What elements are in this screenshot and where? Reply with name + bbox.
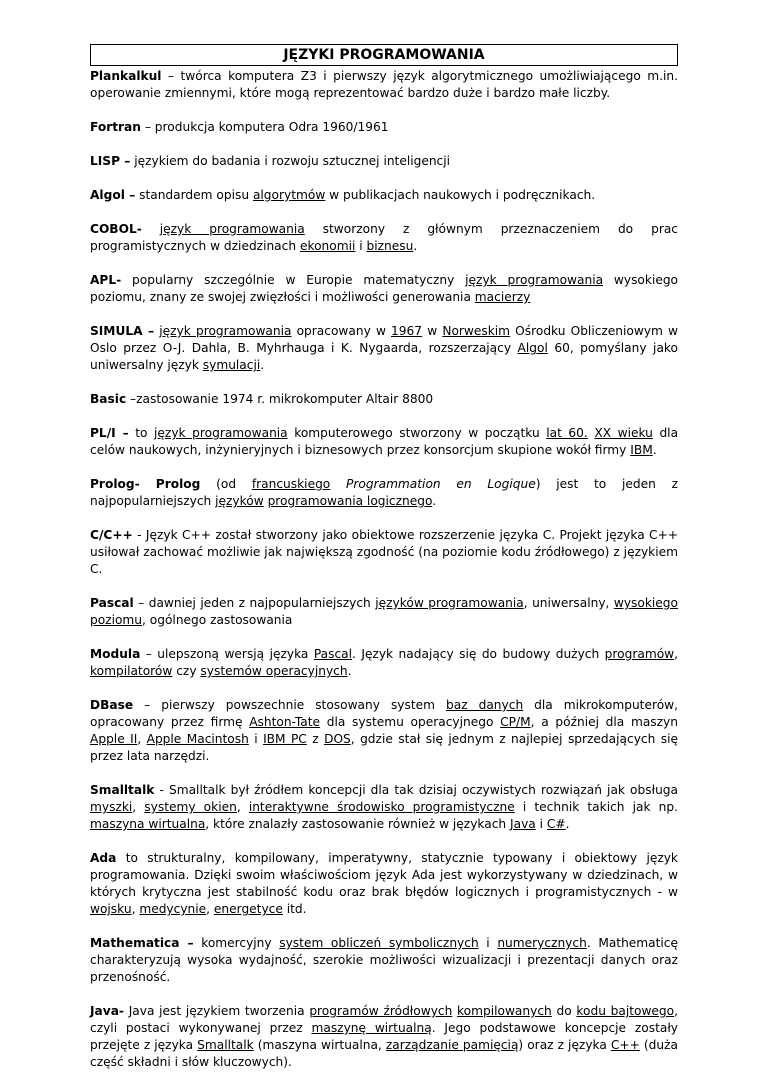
entry-text <box>330 477 346 491</box>
entry-java <box>90 1003 678 1071</box>
page-title: JĘZYKI PROGRAMOWANIA <box>90 44 678 66</box>
link-wojsku[interactable]: wojsku <box>90 902 132 916</box>
link-maszyne-wirtualna[interactable]: maszynę wirtualną <box>311 1021 432 1035</box>
link-smalltalk[interactable]: Smalltalk <box>197 1038 254 1052</box>
link-biznesu[interactable]: biznesu <box>366 239 414 253</box>
link-programowania-logicznego[interactable]: programowania logicznego <box>267 494 433 508</box>
entry-text: – produkcja komputera Odra 1960/1961 <box>140 120 389 134</box>
entry-term: Smalltalk <box>90 783 155 797</box>
link-1967[interactable]: 1967 <box>391 324 423 338</box>
link-algol[interactable]: Algol <box>517 341 548 355</box>
entry-text: . Jego podstawowe koncepcje zostały przejęte z języka <box>90 1021 678 1052</box>
entry-text: – dawniej jeden z najpopularniejszych <box>133 596 376 610</box>
entry-term: PL/I – <box>90 426 129 440</box>
link-java[interactable]: Java <box>510 817 536 831</box>
entry-pli <box>90 425 678 459</box>
entry-plankalkul <box>90 68 678 102</box>
link-apple-macintosh[interactable]: Apple Macintosh <box>146 732 249 746</box>
link-programow-zrodlowych[interactable]: programów źródłowych <box>309 1004 453 1018</box>
link-ekonomii[interactable]: ekonomii <box>299 239 356 253</box>
link-zarzadzanie-pamiecia[interactable]: zarządzanie pamięcią <box>385 1038 519 1052</box>
link-jezyk-programowania[interactable]: język programowania <box>159 222 305 236</box>
entry-text: , gdzie stał się jednym z najlepiej sprzedających się przez lata narzędzi. <box>90 732 678 763</box>
entry-text: . <box>432 494 437 508</box>
link-cpp[interactable]: C++ <box>610 1038 640 1052</box>
link-systemow-operacyjnych[interactable]: systemów operacyjnych <box>200 664 348 678</box>
entry-italic-text: Programmation en Logique <box>346 477 536 491</box>
entry-text: (duża część składni i słów kluczowych). <box>90 1038 678 1069</box>
entry-text: , a później dla maszyn <box>530 715 678 729</box>
entry-text: wysokiego poziomu, znany ze swojej zwięzłości i możliwości generowania <box>90 273 679 304</box>
link-algorytmow[interactable]: algorytmów <box>252 188 326 202</box>
entry-term: Pascal <box>90 596 134 610</box>
entry-text <box>142 222 160 236</box>
link-dos[interactable]: DOS <box>324 732 351 746</box>
entry-text: dla celów naukowych, inżynieryjnych i biznesowych przez konsorcjum skupione wokół firmy <box>90 426 679 457</box>
link-francuskiego[interactable]: francuskiego <box>251 477 331 491</box>
entry-text: stworzony z głównym przeznaczeniem do prac programistycznych w dziedzinach <box>90 222 679 253</box>
link-programow[interactable]: programów <box>604 647 675 661</box>
entry-text: komercyjny <box>193 936 280 950</box>
link-wysokiego-poziomu[interactable]: wysokiego poziomu <box>90 596 678 627</box>
entry-text: . <box>565 817 570 831</box>
entry-text: i <box>478 936 498 950</box>
entry-text: w <box>422 324 443 338</box>
link-cpm[interactable]: CP/M <box>500 715 531 729</box>
entry-text: , <box>132 800 145 814</box>
entry-text: , czyli postaci wykonywanej przez <box>90 1004 679 1035</box>
link-apple-ii[interactable]: Apple II <box>90 732 138 746</box>
entry-text: – ulepszoną wersją języka <box>140 647 314 661</box>
entry-cpp <box>90 527 678 578</box>
entry-text: . <box>652 443 657 457</box>
entry-text: 60, pomyślany jako uniwersalny język <box>90 341 678 372</box>
entry-term: Plankalkul <box>90 69 162 83</box>
entry-text: . Język nadający się do budowy dużych <box>352 647 605 661</box>
link-system-obliczen-symbolicznych[interactable]: system obliczeń symbolicznych <box>279 936 479 950</box>
link-kodu-bajtowego[interactable]: kodu bajtowego <box>576 1004 675 1018</box>
entry-text: , ogólnego zastosowania <box>142 613 293 627</box>
entry-term: Algol – <box>90 188 136 202</box>
entry-text: . Mathematicę charakteryzują wysoka wydajność, szerokie możliwości wizualizacji i prezentacji danych oraz przenośność. <box>90 936 679 984</box>
entry-text: Ośrodku Obliczeniowym w Oslo przez O-J. Dahla, B. Myhrhauga i K. Nygaarda, rozszerzający <box>90 324 679 355</box>
entry-text: . <box>347 664 352 678</box>
entry-text: , <box>236 800 249 814</box>
entry-term: SIMULA – <box>90 324 155 338</box>
entry-text: , <box>206 902 214 916</box>
entry-text: (maszyna wirtualna, <box>253 1038 386 1052</box>
entry-term: COBOL- <box>90 222 142 236</box>
entry-text: , <box>137 732 147 746</box>
link-jezyk-programowania[interactable]: język programowania <box>159 324 292 338</box>
link-maszyna-wirtualna[interactable]: maszyna wirtualna <box>90 817 206 831</box>
entry-text: dla systemu operacyjnego <box>320 715 501 729</box>
entry-text: i <box>248 732 264 746</box>
entry-modula <box>90 646 678 680</box>
link-systemy-okien[interactable]: systemy okien <box>144 800 237 814</box>
entry-ada <box>90 850 678 918</box>
entry-term: Fortran <box>90 120 141 134</box>
link-macierzy[interactable]: macierzy <box>474 290 531 304</box>
entry-text: i <box>535 817 547 831</box>
entry-text: to <box>128 426 155 440</box>
entry-text: , które znalazły zastosowanie również w językach <box>205 817 511 831</box>
entry-term: Prolog- Prolog <box>90 477 201 491</box>
link-interaktywne-srodowisko[interactable]: interaktywne środowisko programistyczne <box>248 800 515 814</box>
entry-text: opracowany w <box>291 324 392 338</box>
entry-cobol <box>90 221 678 255</box>
entry-term: C/C++ <box>90 528 133 542</box>
entry-text: –zastosowanie 1974 r. mikrokomputer Altair 8800 <box>126 392 434 406</box>
link-energetyce[interactable]: energetyce <box>213 902 283 916</box>
link-ibm[interactable]: IBM <box>630 443 653 457</box>
link-medycynie[interactable]: medycynie <box>139 902 207 916</box>
entry-text: i technik takich jak np. <box>514 800 678 814</box>
entry-term: Modula <box>90 647 141 661</box>
entry-basic <box>90 391 678 408</box>
link-kompilowanych[interactable]: kompilowanych <box>457 1004 552 1018</box>
entry-text: . <box>260 358 265 372</box>
entry-text: – pierwszy powszechnie stosowany system <box>133 698 447 712</box>
entry-text: , <box>674 647 678 661</box>
entry-dbase <box>90 697 678 765</box>
link-jezyk-programowania[interactable]: język programowania <box>465 273 604 287</box>
entry-text: - Język C++ został stworzony jako obiektowe rozszerzenie języka C. Projekt języka C++ usiłował zachować możliwie jak największą zgodność (na poziomie kodu źródłowego) z językiem C. <box>90 528 678 576</box>
entry-text: Java jest językiem tworzenia <box>124 1004 310 1018</box>
link-ibm-pc[interactable]: IBM PC <box>263 732 307 746</box>
link-xx-wieku[interactable]: XX wieku <box>594 426 653 440</box>
entry-text: , <box>131 902 140 916</box>
entry-text: ) jest to jeden z najpopularniejszych <box>90 477 678 508</box>
entry-term: Ada <box>90 851 117 865</box>
document-page <box>90 44 678 1088</box>
entry-pascal <box>90 595 678 629</box>
entry-smalltalk <box>90 782 678 833</box>
link-baz-danych[interactable]: baz danych <box>446 698 524 712</box>
entry-fortran <box>90 119 678 136</box>
link-jezyk-programowania[interactable]: język programowania <box>154 426 288 440</box>
entry-text: , uniwersalny, <box>523 596 614 610</box>
entry-mathematica <box>90 935 678 986</box>
entry-text: to strukturalny, kompilowany, imperatywny, statycznie typowany i obiektowy język programowania. Dzięki swoim właściwościom język Ada jest wykorzystywany w dziedzinach, w których krytyczna jest stabilność kodu oraz brak błędów logicznych i programistycznych - w <box>90 851 678 899</box>
entry-text: do <box>551 1004 577 1018</box>
entry-text: – twórca komputera Z3 i pierwszy język algorytmicznego umożliwiającego m.in. operowanie zmiennymi, które mogą reprezentować bardzo duże i bardzo małe liczby. <box>90 69 678 100</box>
entry-term: APL- <box>90 273 122 287</box>
entry-text: standardem opisu <box>135 188 253 202</box>
entry-text: . <box>413 239 418 253</box>
entry-text: itd. <box>282 902 307 916</box>
link-ashton-tate[interactable]: Ashton-Tate <box>249 715 321 729</box>
entry-algol <box>90 187 678 204</box>
entry-text: popularny szczególnie w Europie matematyczny <box>121 273 466 287</box>
link-csharp[interactable]: C# <box>546 817 566 831</box>
link-myszki[interactable]: myszki <box>90 800 133 814</box>
entry-text: w publikacjach naukowych i podręcznikach. <box>325 188 596 202</box>
entry-term: LISP – <box>90 154 131 168</box>
entry-term: Mathematica – <box>90 936 194 950</box>
entry-text: ) oraz z języka <box>518 1038 611 1052</box>
link-symulacji[interactable]: symulacji <box>202 358 261 372</box>
entry-text: czy <box>172 664 201 678</box>
link-numerycznych[interactable]: numerycznych <box>497 936 587 950</box>
entry-term: Basic <box>90 392 127 406</box>
link-lat-60[interactable]: lat 60. <box>546 426 588 440</box>
entry-text: i <box>355 239 367 253</box>
entry-text: dla mikrokomputerów, opracowany przez firmę <box>90 698 679 729</box>
entry-text: językiem do badania i rozwoju sztucznej inteligencji <box>130 154 451 168</box>
link-pascal[interactable]: Pascal <box>313 647 353 661</box>
entry-text: komputerowego stworzony w początku <box>287 426 547 440</box>
entry-text: z <box>306 732 325 746</box>
link-jezykow[interactable]: języków <box>215 494 264 508</box>
entry-text: - Smalltalk był źródłem koncepcji dla tak dzisiaj oczywistych rozwiązań jak obsługa <box>154 783 678 797</box>
entry-simula <box>90 323 678 374</box>
entry-lisp <box>90 153 678 170</box>
link-kompilatorow[interactable]: kompilatorów <box>90 664 173 678</box>
link-norweskim[interactable]: Norweskim <box>442 324 511 338</box>
entry-prolog <box>90 476 678 510</box>
entry-text: (od <box>200 477 252 491</box>
link-jezykow-programowania[interactable]: języków programowania <box>375 596 524 610</box>
entry-term: DBase <box>90 698 134 712</box>
entry-term: Java- <box>90 1004 124 1018</box>
entry-apl <box>90 272 678 306</box>
